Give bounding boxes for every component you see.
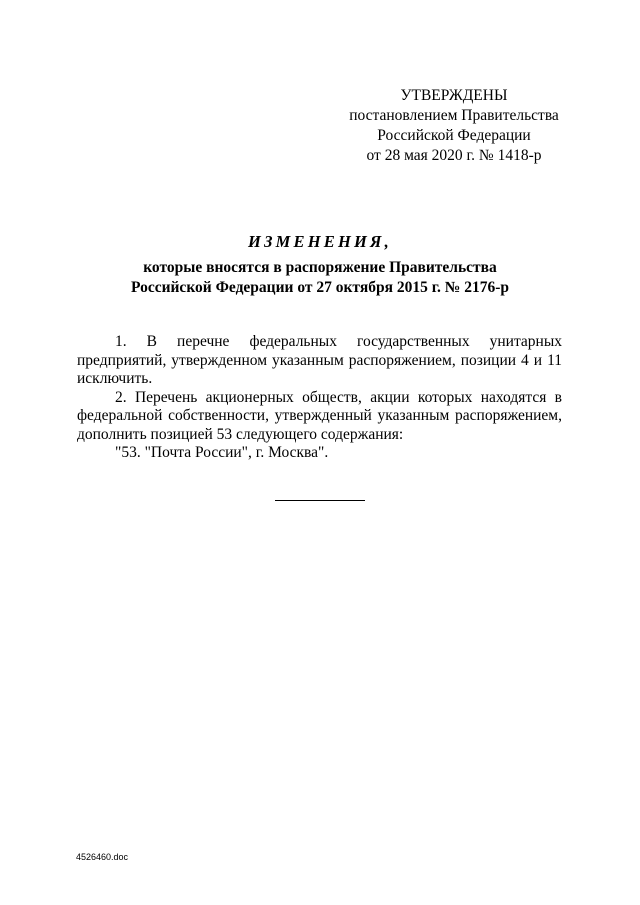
subtitle-line-2: Российской Федерации от 27 октября 2015 г. № 2176-р [130,279,510,296]
document-body [77,333,562,463]
subtitle-line-1: которые вносятся в распоряжение Правительства [143,259,497,276]
approval-block [330,86,578,166]
approval-line-3: от 28 мая 2020 г. № 1418-р [366,147,542,164]
body-item-3: "53. "Почта России", г. Москва". [115,444,329,461]
approval-heading: УТВЕРЖДЕНЫ [400,87,508,104]
approval-line-1: постановлением Правительства [349,107,559,124]
document-title: ИЗМЕНЕНИЯ, [248,232,392,251]
body-item-2: 2. Перечень акционерных обществ, акции которых находятся в федеральной собственности, утвержденный указанным распоряжением, дополнить позицией 53 следующего содержания: [77,388,562,443]
body-item-1: 1. В перечне федеральных государственных унитарных предприятий, утвержденном указанным распоряжением, позиции 4 и 11 исключить. [77,333,562,387]
document-subtitle [80,258,560,298]
approval-line-2: Российской Федерации [377,127,531,144]
footer-doc-id: 4526460.doc [76,852,129,862]
end-separator-line [275,500,365,501]
